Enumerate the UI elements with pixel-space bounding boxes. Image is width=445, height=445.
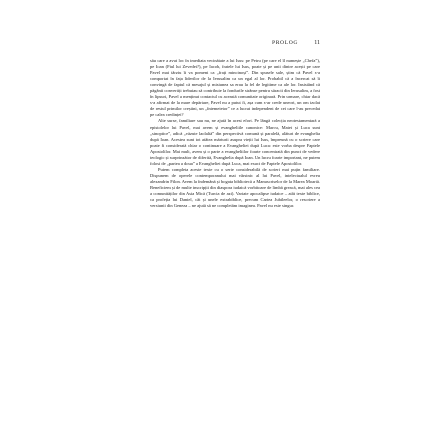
paragraph-1: său care a avut loc în imediata vecinătate a lui Isus: pe Petru (pe care el îl numește „Chefa”), pe Ioan (Fiul lui Zevedei?), pe Iacob, fratele lui Isus, poate și pe unii dintre acești pe care Pavel mai târziu îi va pomeni ca „frați mincinoși”. Din spusele sale, știm că Pavel s-a comportat în fața liderilor de la Ierusalim ca un egal al lor. Probabil că a încercat să îi convingă de faptul că mesajul și misiunea sa erau la fel de legitime ca ale lor. Insistând că păgânii convertiți trebuiau să contribuie la fondurile strânse pentru săracii din Ierusalim, a fost în lipsuri, Pavel a menținut contactul cu această comunitate originară. Prin urmare, chiar dacă s-a afirmat de la mare depărtare, Pavel nu a putut fi, așa cum s-ar crede uneori, un om izolat de restul primilor creștini, un „întemeietor” ce a lucrat independent de cei care l-au precedat pe calea credinței? xyxy=(150,58,320,118)
body-text xyxy=(150,58,320,378)
page-number: 11 xyxy=(314,40,320,46)
running-head: PROLOG xyxy=(272,40,298,46)
paragraph-2: Alte surse, familiare sau nu, ne ajută în acest efort. Pe lângă colecția neotestamentară a epistolelor lui Pavel, mai avem și evangheliile canonice: Marcu, Matei și Luca sunt „sinoptice”, adică „văzute laolaltă” din perspectivă comună și paralelă, alături de evanghelia după Ioan. Acestea sunt tot atâtea mărturii asupra vieții lui Isus, împreună cu o scriere care poate fi considerată chiar o continuare a Evangheliei după Luca: este vorba despre Faptele Apostolilor. Mai mult, avem și o parte a evangheliilor foarte concentrată din punct de vedere teologic și surprinzător de diferită, Evanghelia după Ioan. Un lucru foarte important, ne putem folosi de „partea a doua” a Evangheliei după Luca, mai exact de Faptele Apostolilor. xyxy=(150,118,320,166)
page-header xyxy=(150,39,320,49)
paragraph-3: Putem completa aceste texte cu o serie considerabilă de scrieri mai puțin familiare. Dispunem de operele contemporanului mai vârstnic al lui Pavel, intelectualul evreu alexandrin Filon. Avem la îndemână și bogata bibliotecă a Manuscriselor de la Marea Moartă. Beneficiem și de multe inscripții din diaspora iudaică vorbitoare de limbă greacă, mai ales cea a comunităților din Asia Mică (Turcia de azi). Variate apocalipse iudaice – atât texte biblice, ca profeția lui Daniel, cât și unele extrabiblice, precum Cartea Jubileelor, o rescriere a versiunii din Geneza – ne ajută să ne completăm imaginea. Pavel nu este singur. xyxy=(150,166,320,209)
